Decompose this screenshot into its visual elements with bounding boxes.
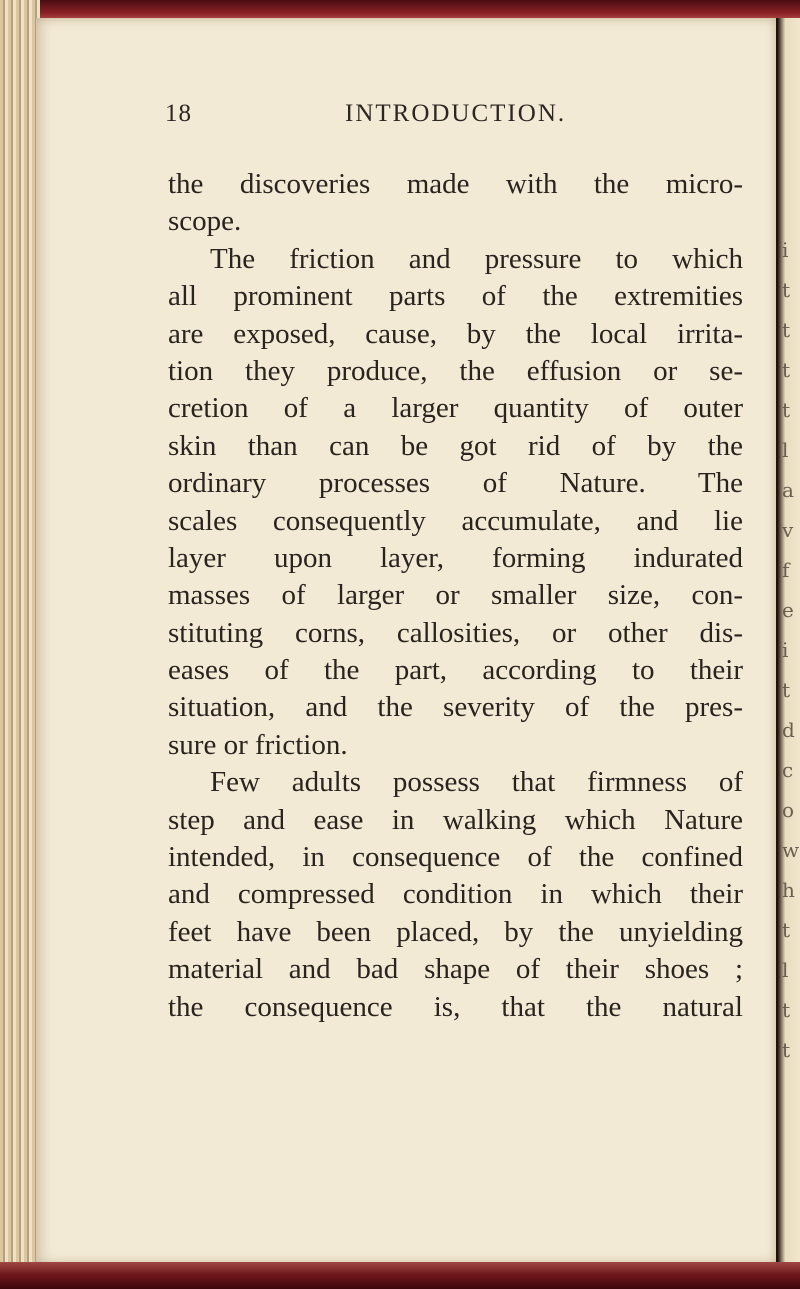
page-header — [165, 100, 665, 140]
text-line: feet have been placed, by the unyielding — [168, 915, 743, 948]
text-line: The friction and pressure to which — [210, 242, 743, 275]
text-line: masses of larger or smaller size, con- — [168, 579, 743, 612]
edge-letter: l — [782, 958, 789, 982]
text-line: are exposed, cause, by the local irrita- — [168, 317, 743, 350]
text-line: and compressed condition in which their — [168, 878, 743, 911]
text-line: ordinary processes of Nature. The — [168, 467, 743, 500]
edge-letter: i — [782, 238, 789, 262]
text-line: situation, and the severity of the pres- — [168, 691, 743, 724]
text-line: layer upon layer, forming indurated — [168, 541, 743, 574]
text-line: step and ease in walking which Nature — [168, 803, 743, 836]
text-line: intended, in consequence of the confined — [168, 841, 743, 874]
edge-letter: v — [782, 518, 794, 542]
edge-letter: h — [782, 878, 795, 902]
edge-letter: t — [782, 998, 791, 1022]
edge-letter: t — [782, 678, 791, 702]
edge-letter: l — [782, 438, 789, 462]
text-line: material and bad shape of their shoes ; — [168, 953, 743, 986]
text-line: scales consequently accumulate, and lie — [168, 504, 743, 537]
body-text — [168, 166, 743, 1026]
edge-letter: i — [782, 638, 789, 662]
running-title: INTRODUCTION. — [345, 100, 567, 127]
text-line: sure or friction. — [168, 728, 348, 761]
text-line: Few adults possess that firmness of — [210, 766, 743, 799]
page-gutter — [0, 0, 40, 1289]
facing-page-letters — [782, 230, 800, 1070]
edge-letter: t — [782, 278, 791, 302]
edge-letter: o — [782, 798, 795, 822]
book-binding-bottom — [0, 1262, 800, 1289]
text-line: the consequence is, that the natural — [168, 990, 743, 1023]
edge-letter: t — [782, 358, 791, 382]
text-line: skin than can be got rid of by the — [168, 429, 743, 462]
edge-letter: d — [782, 718, 795, 742]
edge-letter: t — [782, 1038, 791, 1062]
text-line: the discoveries made with the micro- — [168, 168, 743, 200]
edge-letter: e — [782, 598, 794, 622]
edge-letter: w — [782, 838, 800, 862]
edge-letter: a — [782, 478, 794, 502]
text-line: stituting corns, callosities, or other dis- — [168, 616, 743, 649]
text-line: eases of the part, according to their — [168, 654, 743, 687]
edge-letter: c — [782, 758, 794, 782]
text-line: scope. — [168, 205, 242, 238]
page-number: 18 — [165, 100, 192, 127]
text-line: cretion of a larger quantity of outer — [168, 392, 743, 425]
edge-letter: t — [782, 918, 791, 942]
edge-letter: f — [782, 558, 790, 582]
edge-letter: t — [782, 398, 791, 422]
edge-letter: t — [782, 318, 791, 342]
text-line: tion they produce, the effusion or se- — [168, 354, 743, 387]
text-line: all prominent parts of the extremities — [168, 280, 743, 313]
